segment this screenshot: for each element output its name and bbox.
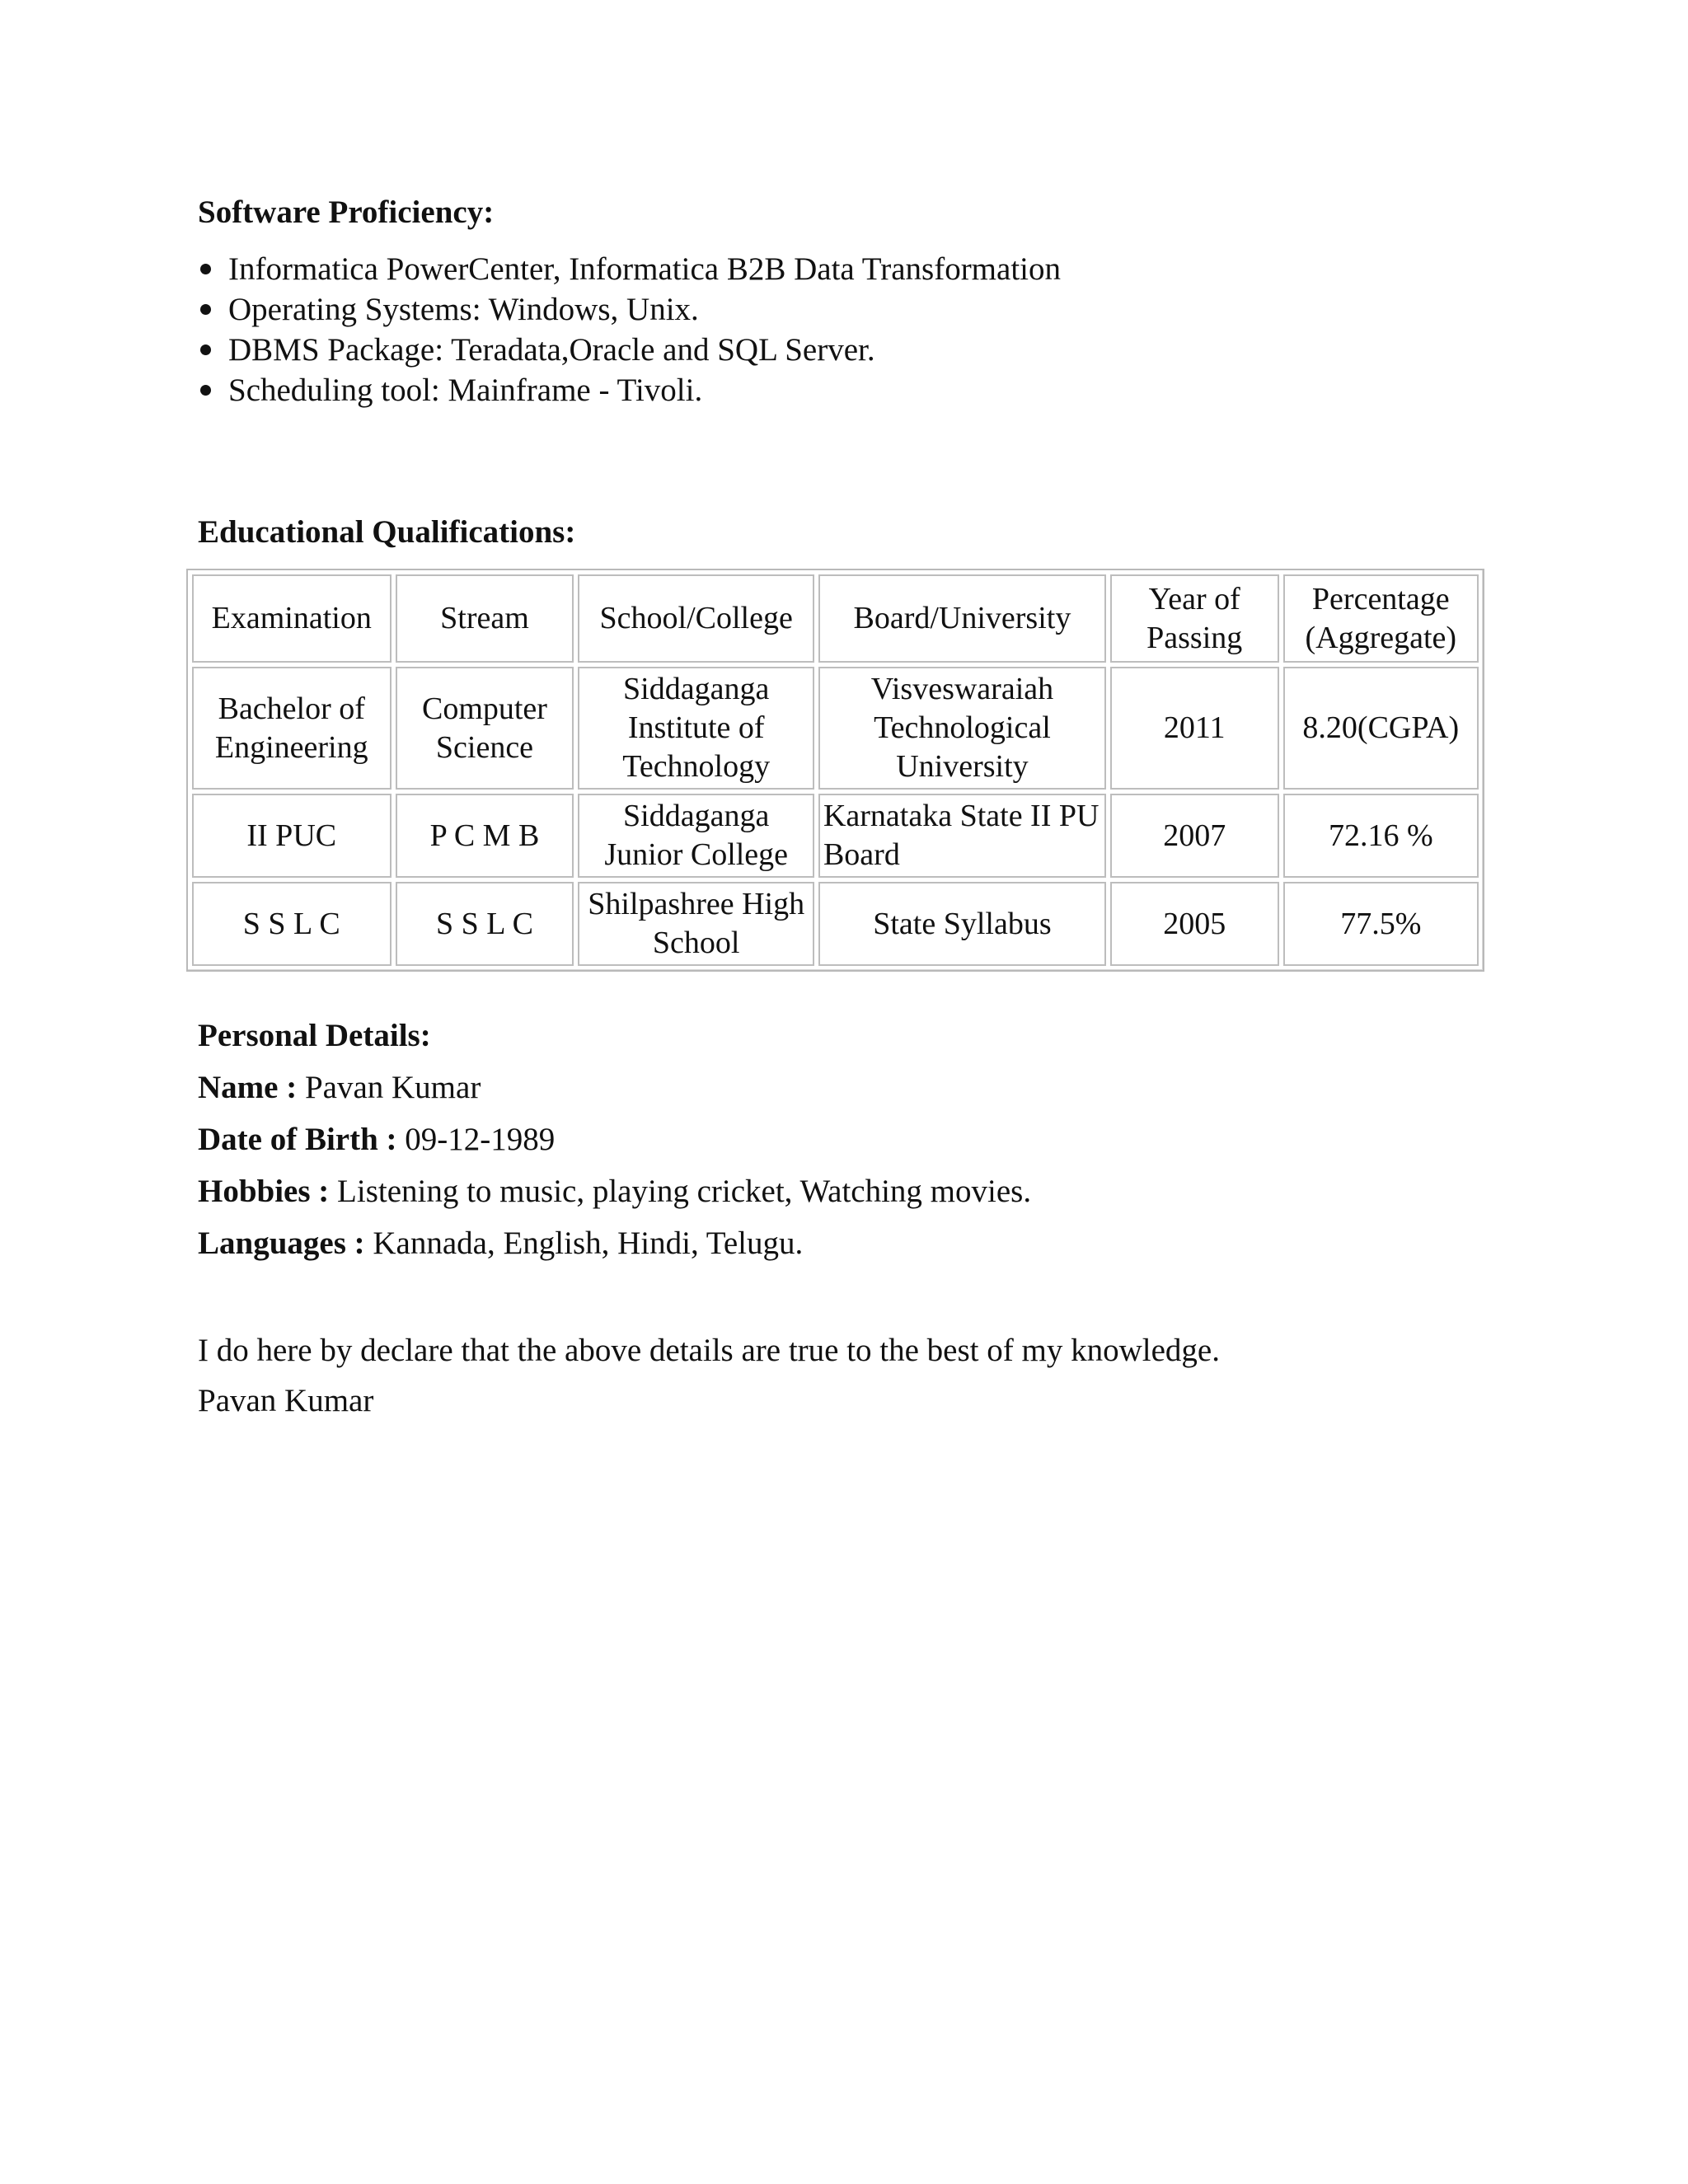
software-item-text: Operating Systems: Windows, Unix. xyxy=(228,292,699,327)
educational-qualifications-heading: Educational Qualifications: xyxy=(198,514,576,550)
table-cell: S S L C xyxy=(396,882,574,966)
table-cell: Siddaganga Institute of Technology xyxy=(578,667,814,790)
table-cell: 2011 xyxy=(1110,667,1279,790)
education-table xyxy=(186,569,1484,972)
table-row xyxy=(192,882,1479,966)
personal-details-heading: Personal Details: xyxy=(198,1018,431,1053)
table-cell: Computer Science xyxy=(396,667,574,790)
column-header: Year of Passing xyxy=(1110,574,1279,663)
table-cell: S S L C xyxy=(192,882,392,966)
software-item-text: Informatica PowerCenter, Informatica B2B Data Transformation xyxy=(228,251,1062,287)
software-item-text: Scheduling tool: Mainframe - Tivoli. xyxy=(228,373,703,408)
bullet-icon xyxy=(200,264,211,274)
hobbies-label: Hobbies : xyxy=(198,1174,330,1209)
column-header: Board/University xyxy=(818,574,1106,663)
table-cell: 77.5% xyxy=(1283,882,1479,966)
declaration-text: I do here by declare that the above details are true to the best of my knowledge. xyxy=(198,1333,1220,1368)
table-row xyxy=(192,667,1479,790)
table-cell: Visveswaraiah Technological University xyxy=(818,667,1106,790)
list-item xyxy=(198,330,1061,370)
languages-label: Languages : xyxy=(198,1226,365,1261)
table-cell: Shilpashree High School xyxy=(578,882,814,966)
table-cell: 2007 xyxy=(1110,794,1279,878)
dob-label: Date of Birth : xyxy=(198,1122,397,1157)
languages-line xyxy=(198,1224,803,1263)
table-cell: 72.16 % xyxy=(1283,794,1479,878)
name-line xyxy=(198,1068,481,1108)
software-list xyxy=(198,249,1061,410)
table-cell: Siddaganga Junior College xyxy=(578,794,814,878)
bullet-icon xyxy=(200,385,211,396)
hobbies-line xyxy=(198,1172,1031,1212)
table-row xyxy=(192,794,1479,878)
list-item xyxy=(198,289,1061,330)
software-proficiency-heading: Software Proficiency: xyxy=(198,194,495,230)
table-cell: Bachelor of Engineering xyxy=(192,667,392,790)
software-item-text: DBMS Package: Teradata,Oracle and SQL Server. xyxy=(228,332,875,368)
table-cell: State Syllabus xyxy=(818,882,1106,966)
column-header: Percentage (Aggregate) xyxy=(1283,574,1479,663)
name-value: Pavan Kumar xyxy=(304,1070,481,1105)
list-item xyxy=(198,249,1061,289)
table-header-row xyxy=(192,574,1479,663)
table-cell: P C M B xyxy=(396,794,574,878)
dob-line xyxy=(198,1120,555,1160)
bullet-icon xyxy=(200,304,211,315)
hobbies-value: Listening to music, playing cricket, Watching movies. xyxy=(337,1174,1032,1209)
table-cell: Karnataka State II PU Board xyxy=(818,794,1106,878)
bullet-icon xyxy=(200,344,211,355)
table-cell: 2005 xyxy=(1110,882,1279,966)
column-header: Stream xyxy=(396,574,574,663)
table-cell: II PUC xyxy=(192,794,392,878)
list-item xyxy=(198,370,1061,410)
signature-name: Pavan Kumar xyxy=(198,1383,374,1418)
dob-value: 09-12-1989 xyxy=(405,1122,556,1157)
column-header: School/College xyxy=(578,574,814,663)
name-label: Name : xyxy=(198,1070,298,1105)
column-header: Examination xyxy=(192,574,392,663)
table-cell: 8.20(CGPA) xyxy=(1283,667,1479,790)
languages-value: Kannada, English, Hindi, Telugu. xyxy=(373,1226,804,1261)
